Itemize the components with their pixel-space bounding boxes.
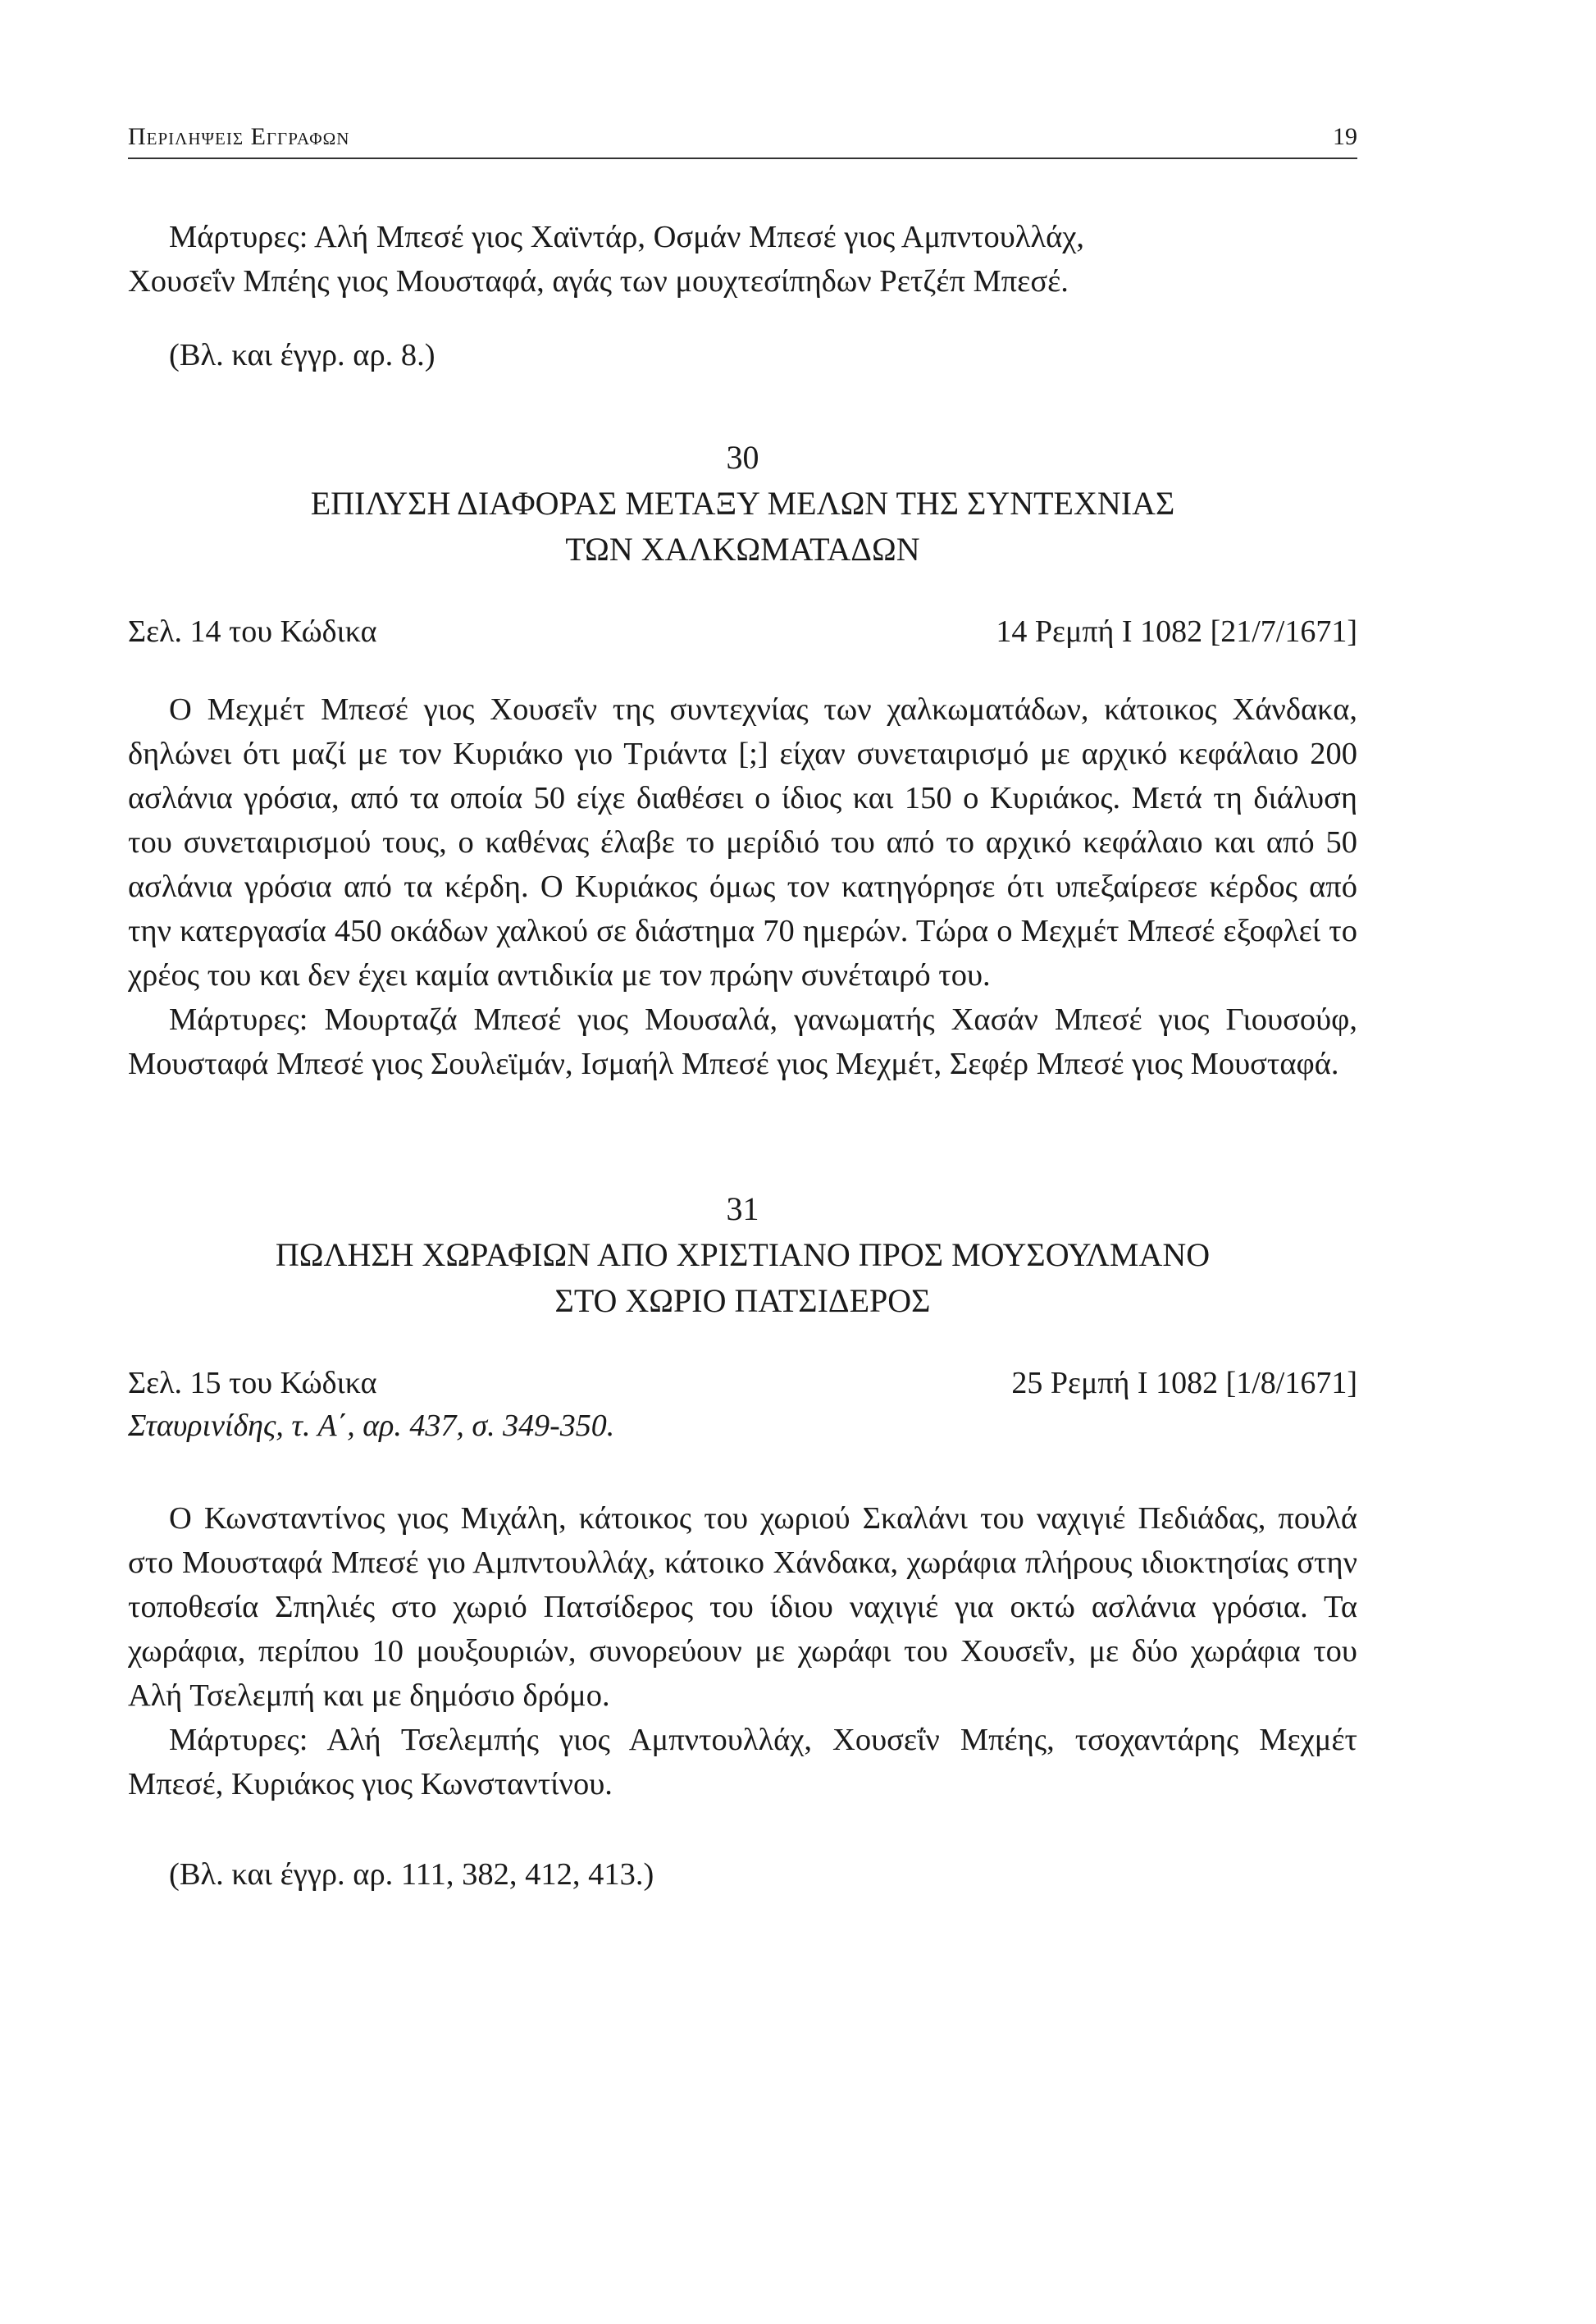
document-30-title-line-1: ΕΠΙΛΥΣΗ ΔΙΑΦΟΡΑΣ ΜΕΤΑΞΥ ΜΕΛΩΝ ΤΗΣ ΣΥΝΤΕΧΝΙΑΣ xyxy=(310,485,1175,522)
previous-document-tail xyxy=(128,215,1357,377)
document-31-body: Ο Κωνσταντίνος γιος Μιχάλη, κάτοικος του χωριού Σκαλάνι του ναχιγιέ Πεδιάδας, πουλά στο Μουσταφά Μπεσέ γιο Αμπντουλλάχ, κάτοικο Χάνδακα, χωράφια πλήρους ιδιοκτησίας στην τοποθεσία Σπηλιές στο χωριό Πατσίδερος του ίδιου ναχιγιέ για οκτώ ασλάνια γρόσια. Τα χωράφια, περίπου 10 μουξουριών, συνορεύουν με χωράφι του Χουσεΐν, με δύο χωράφια του Αλή Τσελεμπή και με δημόσιο δρόμο. xyxy=(128,1501,1357,1713)
document-31 xyxy=(128,1186,1357,1897)
document-31-citation: Σταυρινίδης, τ. Α΄, αρ. 437, σ. 349-350. xyxy=(128,1409,615,1443)
document-30-page-ref: Σελ. 14 του Κώδικα xyxy=(128,614,377,649)
document-30-title-line-2: ΤΩΝ ΧΑΛΚΩΜΑΤΑΔΩΝ xyxy=(565,531,920,568)
document-31-meta xyxy=(128,1362,1357,1404)
document-31-number: 31 xyxy=(726,1190,759,1227)
document-page xyxy=(128,123,1357,1897)
document-30-meta xyxy=(128,610,1357,653)
document-31-title-line-2: ΣΤΟ ΧΩΡΙΟ ΠΑΤΣΙΔΕΡΟΣ xyxy=(554,1282,931,1319)
page-number: 19 xyxy=(1333,123,1357,150)
document-30-number: 30 xyxy=(726,439,759,476)
document-30-witnesses: Μάρτυρες: Μουρταζά Μπεσέ γιος Μουσαλά, γανωματής Χασάν Μπεσέ γιος Γιουσούφ, Μουσταφά Μπεσέ γιος Σουλεϊμάν, Ισμαήλ Μπεσέ γιος Μεχμέτ, Σεφέρ Μπεσέ γιος Μουσταφά. xyxy=(128,1002,1357,1081)
document-30-date: 14 Ρεμπή Ι 1082 [21/7/1671] xyxy=(996,614,1357,649)
document-31-date: 25 Ρεμπή Ι 1082 [1/8/1671] xyxy=(1011,1366,1357,1400)
document-31-witnesses: Μάρτυρες: Αλή Τσελεμπής γιος Αμπντουλλάχ, Χουσεΐν Μπέης, τσοχαντάρης Μεχμέτ Μπεσέ, Κυριάκος γιος Κωνσταντίνου. xyxy=(128,1723,1357,1801)
previous-witnesses-line-2: Χουσεΐν Μπέης γιος Μουσταφά, αγάς των μουχτεσίπηδων Ρετζέπ Μπεσέ. xyxy=(128,264,1069,299)
document-31-reference-note: (Βλ. και έγγρ. αρ. 111, 382, 412, 413.) xyxy=(169,1857,654,1892)
running-header xyxy=(128,123,1357,159)
document-31-page-ref: Σελ. 15 του Κώδικα xyxy=(128,1366,377,1400)
previous-witnesses-line-1: Μάρτυρες: Αλή Μπεσέ γιος Χαϊντάρ, Οσμάν Μπεσέ γιος Αμπντουλλάχ, xyxy=(169,220,1085,254)
document-30-body: Ο Μεχμέτ Μπεσέ γιος Χουσεΐν της συντεχνίας των χαλκωματάδων, κάτοικος Χάνδακα, δηλώνει ότι μαζί με τον Κυριάκο γιο Τριάντα [;] είχαν συνεταιρισμό με αρχικό κεφάλαιο 200 ασλάνια γρόσια, από τα οποία 50 είχε διαθέσει ο ίδιος και 150 ο Κυριάκος. Μετά τη διάλυση του συνεταιρισμού τους, ο καθένας έλαβε το μερίδιό του από το αρχικό κεφάλαιο και από 50 ασλάνια γρόσια από τα κέρδη. Ο Κυριάκος όμως τον κατηγόρησε ότι υπεξαίρεσε κέρδος από την κατεργασία 450 οκάδων χαλκού σε διάστημα 70 ημερών. Τώρα ο Μεχμέτ Μπεσέ εξοφλεί το χρέος του και δεν έχει καμία αντιδικία με τον πρώην συνέταιρό του. xyxy=(128,692,1357,993)
document-31-title-line-1: ΠΩΛΗΣΗ ΧΩΡΑΦΙΩΝ ΑΠΟ ΧΡΙΣΤΙΑΝΟ ΠΡΟΣ ΜΟΥΣΟΥΛΜΑΝΟ xyxy=(275,1236,1211,1273)
running-header-title: Περιληψεισ Εγγραφων xyxy=(128,123,350,150)
document-30 xyxy=(128,435,1357,1086)
previous-reference-note: (Βλ. και έγγρ. αρ. 8.) xyxy=(169,338,435,372)
document-31-citation-row xyxy=(128,1404,1357,1447)
